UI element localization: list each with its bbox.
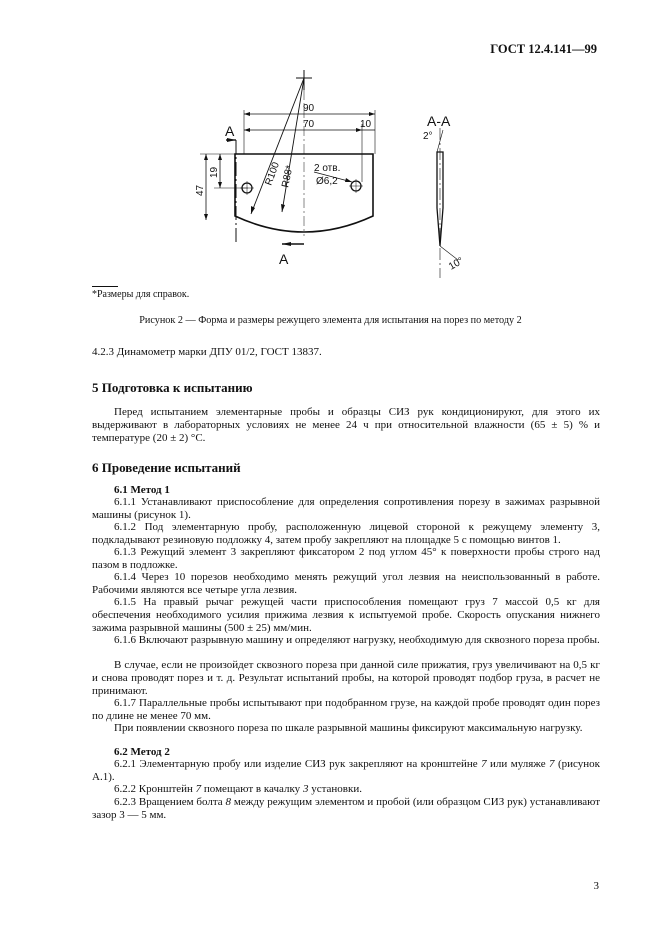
para-6-1-2: 6.1.2 Под элементарную пробу, расположенную лицевой стороной к режущему элементу 3, подкладывают резиновую подложку 4, затем пробу закрепляют на площадке 5 с помощью винтов 1. (92, 521, 600, 546)
angle-10deg: 10° (447, 255, 466, 273)
section-5-heading: 5 Подготовка к испытанию (92, 380, 253, 395)
method-1-heading: 6.1 Метод 1 (114, 484, 170, 496)
section-label-a-bottom: A (279, 251, 289, 267)
page-number: 3 (593, 880, 599, 892)
item-4-2-3: 4.2.3 Динамометр марки ДПУ 01/2, ГОСТ 13837. (92, 346, 322, 358)
document-header: ГОСТ 12.4.141—99 (490, 42, 597, 56)
para-6-2-1: 6.2.1 Элементарную пробу или изделие СИЗ рук закрепляют на кронштейне 7 или муляже 7 (рисунок А.1). (92, 758, 600, 783)
dim-19: 19 (209, 166, 220, 178)
para-6-1-6-cont: В случае, если не произойдет сквозного пореза при данной силе прижатия, груз увеличивают на 0,5 кг и снова проводят порез и т. д. Результат испытаний пробы, на которой проводят подбор груза, в расчет не принимают. (92, 659, 600, 697)
dim-r88: R88* (280, 164, 296, 189)
holes-diameter: Ø6,2 (316, 176, 338, 187)
angle-2deg: 2° (423, 131, 433, 142)
section-6-heading: 6 Проведение испытаний (92, 460, 241, 475)
method-2-heading: 6.2 Метод 2 (114, 746, 170, 758)
section-5-text: Перед испытанием элементарные пробы и образцы СИЗ рук кондиционируют, для этого их выдерживают в лабораторных условиях не менее 24 ч при относительной влажности (65 ± 5) % и температуре (20 ± 2) °С. (92, 406, 600, 444)
cutting-element-drawing (180, 62, 480, 282)
footnote-rule (92, 286, 118, 287)
para-6-1-4: 6.1.4 Через 10 порезов необходимо менять режущий угол лезвия на неиспользованный в работе. Рабочими являются все четыре угла лезвия. (92, 571, 600, 596)
para-6-2-3: 6.2.3 Вращением болта 8 между режущим элементом и пробой (или образцом СИЗ рук) устанавливают зазор 3 — 5 мм. (92, 796, 601, 821)
para-6-1-7: 6.1.7 Параллельные пробы испытывают при подобранном грузе, на каждой пробе проводят один порез по длине не менее 70 мм. (92, 697, 600, 722)
para-6-1-3: 6.1.3 Режущий элемент 3 закрепляют фиксатором 2 под углом 45° к поверхности пробы строго над пазом в подложке. (92, 546, 600, 571)
para-6-1-5: 6.1.5 На правый рычаг режущей части приспособления помещают груз 7 массой 0,5 кг для обеспечения необходимого усилия прижима лезвия к испытуемой пробе. Скорость опускания нижнего зажима разрывной машины (500 ± 25) мм/мин. (92, 596, 600, 634)
para-6-1-1: 6.1.1 Устанавливают приспособление для определения сопротивления порезу в зажимах разрывной машины (рисунок 1). (92, 496, 600, 521)
para-6-2-2: 6.2.2 Кронштейн 7 помещают в качалку 3 установки. (114, 783, 362, 795)
para-6-1-6: 6.1.6 Включают разрывную машину и определяют нагрузку, необходимую для сквозного пореза пробы. (114, 634, 600, 646)
section-label-aa: A-A (427, 113, 451, 129)
section-label-a-top: A (225, 123, 235, 139)
dim-47: 47 (195, 184, 206, 196)
dim-r100: R100 (263, 160, 282, 188)
figure-caption: Рисунок 2 — Форма и размеры режущего элемента для испытания на порез по методу 2 (139, 315, 522, 326)
footnote: *Размеры для справок. (92, 289, 190, 300)
para-6-1-7-cont: При появлении сквозного пореза по шкале разрывной машины фиксируют максимальную нагрузку. (114, 722, 583, 734)
holes-count: 2 отв. (314, 163, 341, 174)
dim-10: 10 (360, 119, 372, 130)
dim-90: 90 (303, 103, 315, 114)
dim-70: 70 (303, 119, 315, 130)
